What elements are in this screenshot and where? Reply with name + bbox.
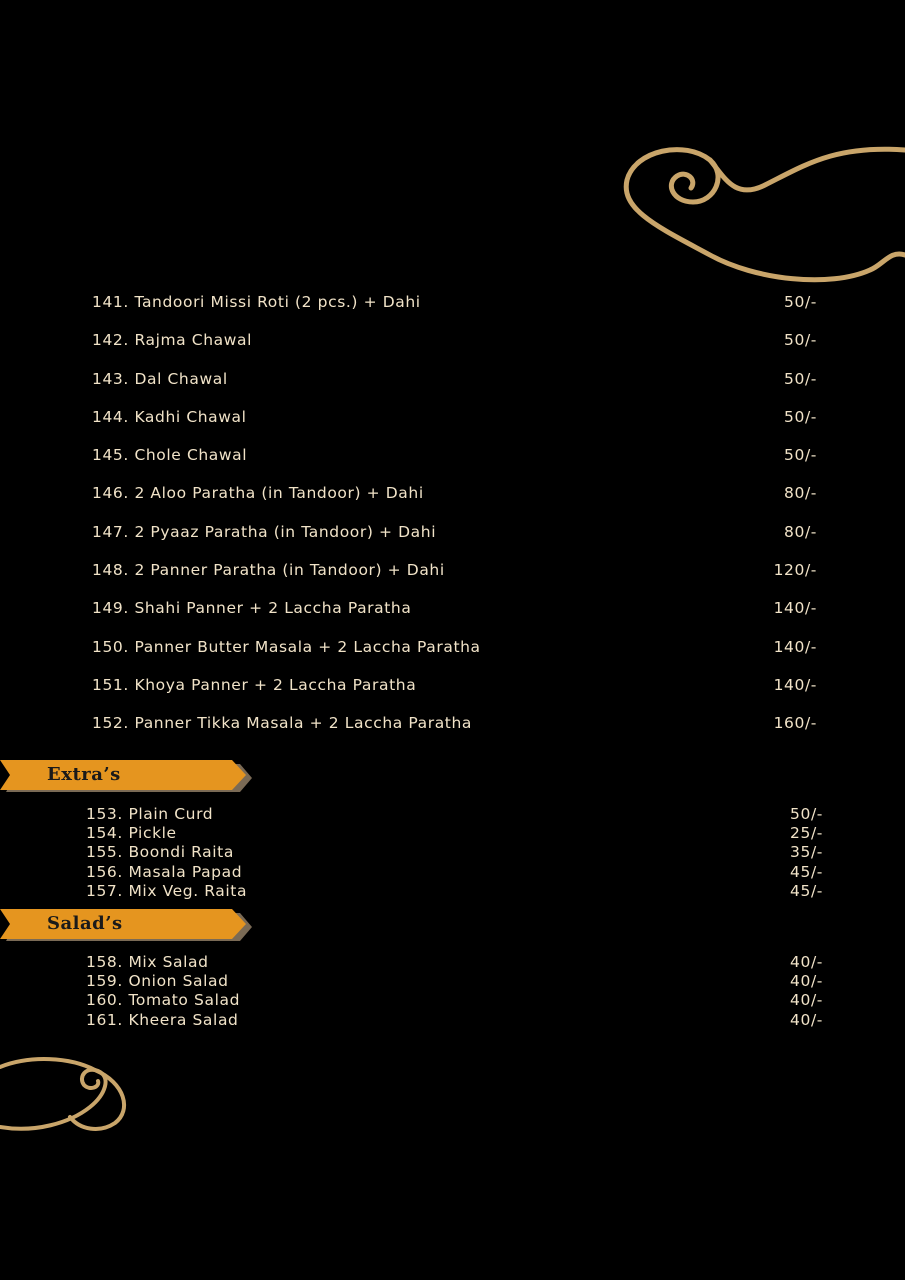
item-name: 153. Plain Curd [86,805,214,823]
menu-main-list [92,293,817,753]
paisley-swirl-ornament-bottom [0,1055,135,1135]
item-name: 141. Tandoori Missi Roti (2 pcs.) + Dahi [92,293,421,311]
section-banner-salads [0,907,252,947]
item-price: 50/- [784,293,817,311]
item-price: 45/- [790,881,823,900]
extras-item-row [86,805,823,824]
item-price: 50/- [790,805,823,823]
extras-item-row [86,824,823,843]
item-price: 50/- [784,331,817,350]
item-price: 140/- [773,599,817,618]
menu-item-row [92,446,817,484]
item-name: 146. 2 Aloo Paratha (in Tandoor) + Dahi [92,484,424,503]
item-price: 140/- [773,675,817,694]
item-name: 156. Masala Papad [86,862,243,881]
menu-item-row [92,638,817,676]
item-name: 155. Boondi Raita [86,843,234,862]
menu-item-row [92,714,817,752]
item-name: 159. Onion Salad [86,972,229,991]
item-name: 150. Panner Butter Masala + 2 Laccha Paratha [92,637,481,656]
salad-item-row [86,953,823,972]
item-name: 154. Pickle [86,824,177,843]
item-name: 158. Mix Salad [86,953,209,971]
item-price: 160/- [773,714,817,733]
item-price: 45/- [790,862,823,881]
item-price: 120/- [773,561,817,580]
item-price: 140/- [773,637,817,656]
salads-list [86,953,823,1030]
item-price: 50/- [784,446,817,465]
section-title-extras: Extra’s [47,764,121,785]
menu-item-row [92,293,817,331]
item-name: 142. Rajma Chawal [92,331,253,350]
item-price: 25/- [790,824,823,843]
item-price: 50/- [784,369,817,388]
item-name: 148. 2 Panner Paratha (in Tandoor) + Dahi [92,561,445,580]
banner-arrow-shape [0,758,252,798]
extras-item-row [86,882,823,901]
item-name: 151. Khoya Panner + 2 Laccha Paratha [92,675,417,694]
item-name: 152. Panner Tikka Masala + 2 Laccha Paratha [92,714,472,733]
item-price: 50/- [784,407,817,426]
menu-item-row [92,523,817,561]
menu-item-row [92,370,817,408]
item-name: 143. Dal Chawal [92,369,228,388]
item-price: 40/- [790,972,823,991]
menu-item-row [92,408,817,446]
extras-item-row [86,843,823,862]
menu-item-row [92,561,817,599]
salad-item-row [86,991,823,1010]
item-name: 149. Shahi Panner + 2 Laccha Paratha [92,599,412,618]
item-price: 35/- [790,843,823,862]
menu-item-row [92,599,817,637]
salad-item-row [86,1011,823,1030]
item-name: 145. Chole Chawal [92,446,248,465]
extras-item-row [86,863,823,882]
item-price: 40/- [790,991,823,1010]
item-name: 160. Tomato Salad [86,991,241,1010]
section-title-salads: Salad’s [47,913,123,934]
menu-item-row [92,676,817,714]
extras-list [86,805,823,901]
item-name: 147. 2 Pyaaz Paratha (in Tandoor) + Dahi [92,522,437,541]
item-name: 144. Kadhi Chawal [92,407,247,426]
section-banner-extras [0,758,252,798]
paisley-swirl-ornament-top [615,140,905,290]
item-name: 157. Mix Veg. Raita [86,881,248,900]
banner-arrow-shape [0,907,252,947]
item-price: 40/- [790,953,823,971]
menu-item-row [92,484,817,522]
item-name: 161. Kheera Salad [86,1010,239,1029]
item-price: 80/- [784,522,817,541]
item-price: 40/- [790,1010,823,1029]
menu-item-row [92,331,817,369]
item-price: 80/- [784,484,817,503]
salad-item-row [86,972,823,991]
